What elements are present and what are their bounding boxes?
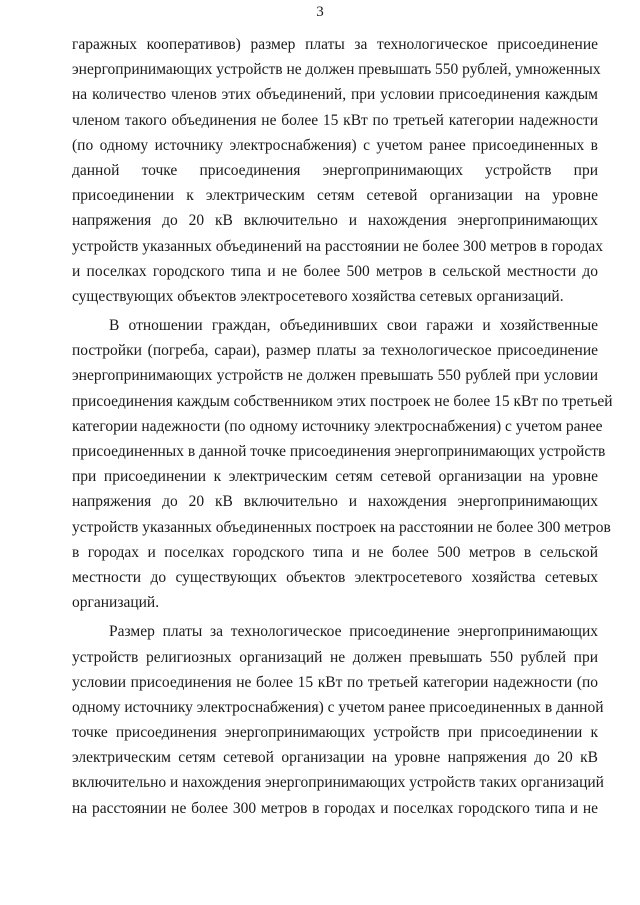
text-line: членом такого объединения не более 15 кВт по третьей категории надежности bbox=[72, 111, 598, 129]
text-line: существующих объектов электросетевого хозяйства сетевых организаций. bbox=[72, 287, 564, 305]
text-line: Размер платы за технологическое присоединение энергопринимающих bbox=[109, 623, 598, 641]
text-line: категории надежности (по одному источнику электроснабжения) с учетом ранее bbox=[72, 417, 603, 435]
text-line: на расстоянии не более 300 метров в городах и поселках городского типа и не bbox=[72, 799, 598, 817]
text-line: присоединенных в данной точке присоединения энергопринимающих устройств bbox=[72, 443, 606, 460]
text-line: гаражных кооперативов) размер платы за технологическое присоединение bbox=[72, 36, 598, 53]
text-line: напряжения до 20 кВ включительно и нахождения энергопринимающих bbox=[72, 493, 598, 511]
text-line: напряжения до 20 кВ включительно и нахождения энергопринимающих bbox=[72, 212, 598, 230]
text-line: устройств указанных объединений на расстоянии не более 300 метров в городах bbox=[72, 237, 604, 255]
paragraph-2 bbox=[72, 313, 613, 615]
text-line: местности до существующих объектов электросетевого хозяйства сетевых bbox=[72, 568, 598, 586]
text-line: электрическим сетям сетевой организации на уровне напряжения до 20 кВ bbox=[72, 749, 598, 767]
text-line: данной точке присоединения энергопринимающих устройств при bbox=[72, 161, 598, 179]
text-line: энергопринимающих устройств не должен превышать 550 рублей, умноженных bbox=[72, 61, 601, 79]
text-line: и поселках городского типа и не более 500 метров в сельской местности до bbox=[72, 262, 598, 280]
page-number: 3 bbox=[316, 4, 324, 20]
text-line: устройств религиозных организаций не должен превышать 550 рублей при bbox=[72, 648, 598, 666]
text-line: в городах и поселках городского типа и не более 500 метров в сельской bbox=[72, 543, 598, 561]
document-body bbox=[72, 32, 613, 821]
text-line: присоединения каждым собственником этих построек не более 15 кВт по третьей bbox=[72, 392, 613, 410]
text-line: В отношении граждан, объединивших свои гаражи и хозяйственные bbox=[109, 317, 598, 335]
text-line: (по одному источнику электроснабжения) с учетом ранее присоединенных в bbox=[72, 136, 598, 154]
paragraph-3 bbox=[72, 619, 604, 821]
text-line: присоединении к электрическим сетям сетевой организации на уровне bbox=[72, 187, 598, 205]
text-line: включительно и нахождения энергопринимающих устройств таких организаций bbox=[72, 774, 604, 792]
text-line: постройки (погреба, сараи), размер платы за технологическое присоединение bbox=[72, 342, 598, 360]
text-line: при присоединении к электрическим сетям сетевой организации на уровне bbox=[72, 468, 598, 486]
text-line: энергопринимающих устройств не должен превышать 550 рублей при условии bbox=[72, 367, 598, 385]
text-line: точке присоединения энергопринимающих устройств при присоединении к bbox=[72, 724, 598, 742]
text-line: на количество членов этих объединений, при условии присоединения каждым bbox=[72, 86, 598, 104]
text-line: одному источнику электроснабжения) с учетом ранее присоединенных в данной bbox=[72, 698, 604, 716]
text-line: организаций. bbox=[72, 594, 160, 612]
paragraph-1 bbox=[72, 32, 604, 309]
text-line: условии присоединения не более 15 кВт по третьей категории надежности (по bbox=[72, 673, 598, 691]
text-line: устройств указанных объединенных построек на расстоянии не более 300 метров bbox=[72, 518, 611, 536]
